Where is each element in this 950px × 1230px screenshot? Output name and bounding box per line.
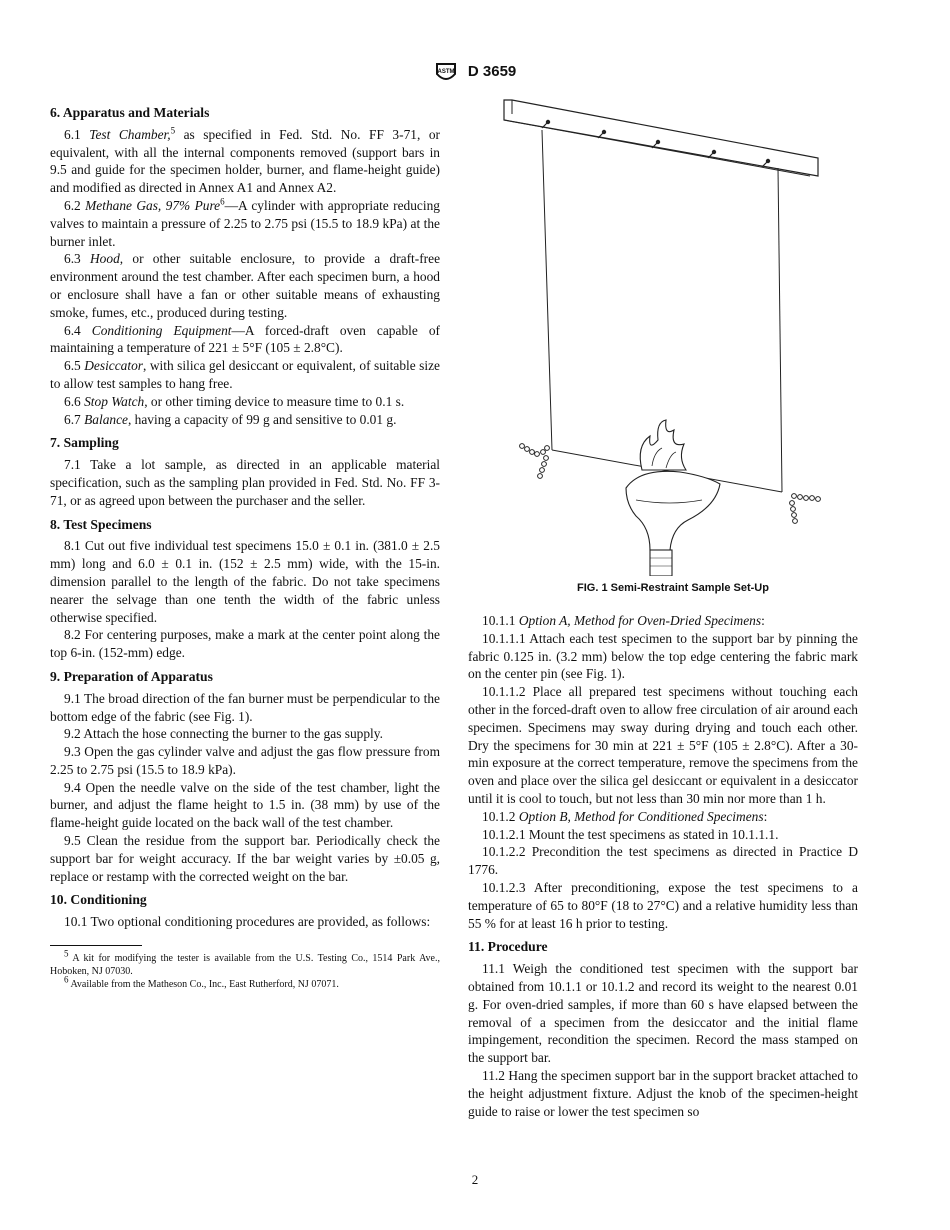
footnote-5: $^5$ A kit for modifying the tester is available from the U.S. Testing Co., 1514 Park Ave., Hoboken, NJ 07030.	[50, 948, 440, 978]
para-8-1: 8.1 Cut out five individual test specimens 15.0 ± 0.1 in. (381.0 ± 2.5 mm) long and 6.0 ± 0.1 in. (152 ± 2.5 mm) wide, with the 15-in. dimension parallel to the length of the fabric. Do not take specimens nearer the selvage than one tenth the width of the fabric unless otherwise specified.	[50, 538, 440, 625]
right-column	[468, 612, 858, 1120]
designation: D 3659	[467, 62, 517, 80]
para-10-1-1-1: 10.1.1.1 Attach each test specimen to the support bar by pinning the fabric 0.125 in. (3.2 mm) below the top edge centering the fabric mark on the center pin (see Fig. 1).	[468, 630, 858, 682]
para-11-1: 11.1 Weigh the conditioned test specimen with the support bar obtained from 10.1.1 or 10.1.2 and record its weight to the nearest 0.01 g. For oven-dried samples, if more than 60 s have elapsed between the removal of a specimen from the desiccator and the initial flame impingement, recondition the specimen. Record the mass stamped on the support bar.	[468, 961, 858, 1066]
para-10-1-2-2: 10.1.2.2 Precondition the test specimens as directed in Practice D 1776.	[468, 844, 858, 878]
footnote-rule	[50, 945, 142, 946]
para-9-2: 9.2 Attach the hose connecting the burner to the gas supply.	[64, 726, 383, 742]
para-8-2: 8.2 For centering purposes, make a mark at the center point along the top 6-in. (152-mm) edge.	[50, 627, 440, 661]
right-bead-chain	[790, 494, 821, 524]
footnote-6: $^6$ Available from the Matheson Co., Inc., East Rutherford, NJ 07071.	[64, 974, 339, 991]
para-10-1-2-1: 10.1.2.1 Mount the test specimens as stated in 10.1.1.1.	[482, 826, 779, 842]
para-9-4: 9.4 Open the needle valve on the side of the test chamber, light the burner, and adjust the flame height to 1.5 in. (38 mm) by use of the flame-height guide located on the back wall of the test chamber.	[50, 779, 440, 831]
section-9-title: 9. Preparation of Apparatus	[50, 668, 213, 684]
para-10-1-1-2: 10.1.1.2 Place all prepared test specimens without touching each other in the forced-draft oven to allow free circulation of air around each specimen. Specimens may sway during drying and touch each other. Dry the specimens for 30 min at 221 ± 5°F (105 ± 2.8°C). After a 30-min exposure at the correct temperature, remove the specimens from the oven and place over the silica gel desiccant or equivalent in a desiccator until it is cool to touch, but not less than 30 min nor more than 1 h.	[468, 684, 858, 806]
page-number: 2	[471, 1172, 479, 1187]
figure-caption: FIG. 1 Semi-Restraint Sample Set-Up	[577, 582, 769, 594]
page-header	[0, 62, 950, 82]
support-bar	[504, 100, 818, 176]
para-11-2: 11.2 Hang the specimen support bar in the support bracket attached to the height adjustment fixture. Adjust the knob of the specimen-height guide to raise or lower the test specimen so	[468, 1067, 858, 1119]
para-10-1-2-3: 10.1.2.3 After preconditioning, expose the test specimens to a temperature of 65 to 80°F (18 to 27°C) and a relative humidity less than 55 % for at least 16 h prior to testing.	[468, 879, 858, 931]
para-6-2: 6.2 Methane Gas, 97% Pure$^6$—A cylinder with appropriate reducing valves to maintain a pressure of 2.25 to 2.75 psi (15.5 to 18.9 kPa) at the burner inlet.	[50, 196, 440, 249]
section-11-title: 11. Procedure	[468, 939, 548, 955]
astm-logo-icon	[434, 62, 458, 82]
burner-tube	[650, 550, 672, 576]
flame	[640, 420, 686, 470]
para-6-5: 6.5 Desiccator, with silica gel desiccant or equivalent, of suitable size to allow test samples to hang free.	[50, 358, 440, 391]
para-6-7: 6.7 Balance, having a capacity of 99 g and sensitive to 0.01 g.	[64, 411, 397, 427]
para-7-1: 7.1 Take a lot sample, as directed in an applicable material specification, such as the sampling plan provided in Fed. Std. No. FF 3-71, or as agreed upon between the purchaser and the seller.	[50, 457, 440, 508]
para-9-1: 9.1 The broad direction of the fan burner must be perpendicular to the bottom edge of the fabric (see Fig. 1).	[50, 690, 440, 724]
section-10-title: 10. Conditioning	[50, 892, 147, 908]
section-8-title: 8. Test Specimens	[50, 516, 152, 532]
para-10-1-1: 10.1.1 Option A, Method for Oven-Dried Specimens:	[482, 613, 765, 628]
svg-text:ASTM: ASTM	[437, 69, 455, 75]
left-bead-chain	[520, 444, 550, 479]
figure-1-illustration	[490, 96, 830, 576]
para-6-1: 6.1 Test Chamber,$^5$ as specified in Fed. Std. No. FF 3-71, or equivalent, with all the internal components removed (support bars in 9.5 and guide for the specimen holder, burner, and flame-height guide) and modified as directed in Annex A1 and Annex A2.	[50, 125, 440, 196]
section-6-title: 6. Apparatus and Materials	[50, 105, 210, 120]
para-9-5: 9.5 Clean the residue from the support bar. Periodically check the support bar for weight accuracy. If the bar weight varies by ±0.05 g, replace or restamp with the corrected weight on the bar.	[50, 833, 440, 884]
section-7-title: 7. Sampling	[50, 435, 119, 451]
para-10-1-2: 10.1.2 Option B, Method for Conditioned Specimens:	[482, 808, 768, 824]
para-6-4: 6.4 Conditioning Equipment—A forced-draft oven capable of maintaining a temperature of 221 ± 5°F (105 ± 2.8°C).	[50, 322, 440, 356]
para-10-1: 10.1 Two optional conditioning procedures are provided, as follows:	[64, 914, 431, 930]
para-9-3: 9.3 Open the gas cylinder valve and adjust the gas flow pressure from 2.25 to 2.75 psi (15.5 to 18.9 kPa).	[50, 744, 440, 777]
left-column	[50, 98, 440, 991]
fan-burner	[626, 471, 720, 550]
para-6-6: 6.6 Stop Watch, or other timing device to measure time to 0.1 s.	[64, 393, 405, 409]
para-6-3: 6.3 Hood, or other suitable enclosure, to provide a draft-free environment around the test chamber. After each specimen burn, a hood or enclosure shall have a fan or other suitable means of exhausting smoke, fumes, etc., produced during testing.	[50, 251, 441, 320]
